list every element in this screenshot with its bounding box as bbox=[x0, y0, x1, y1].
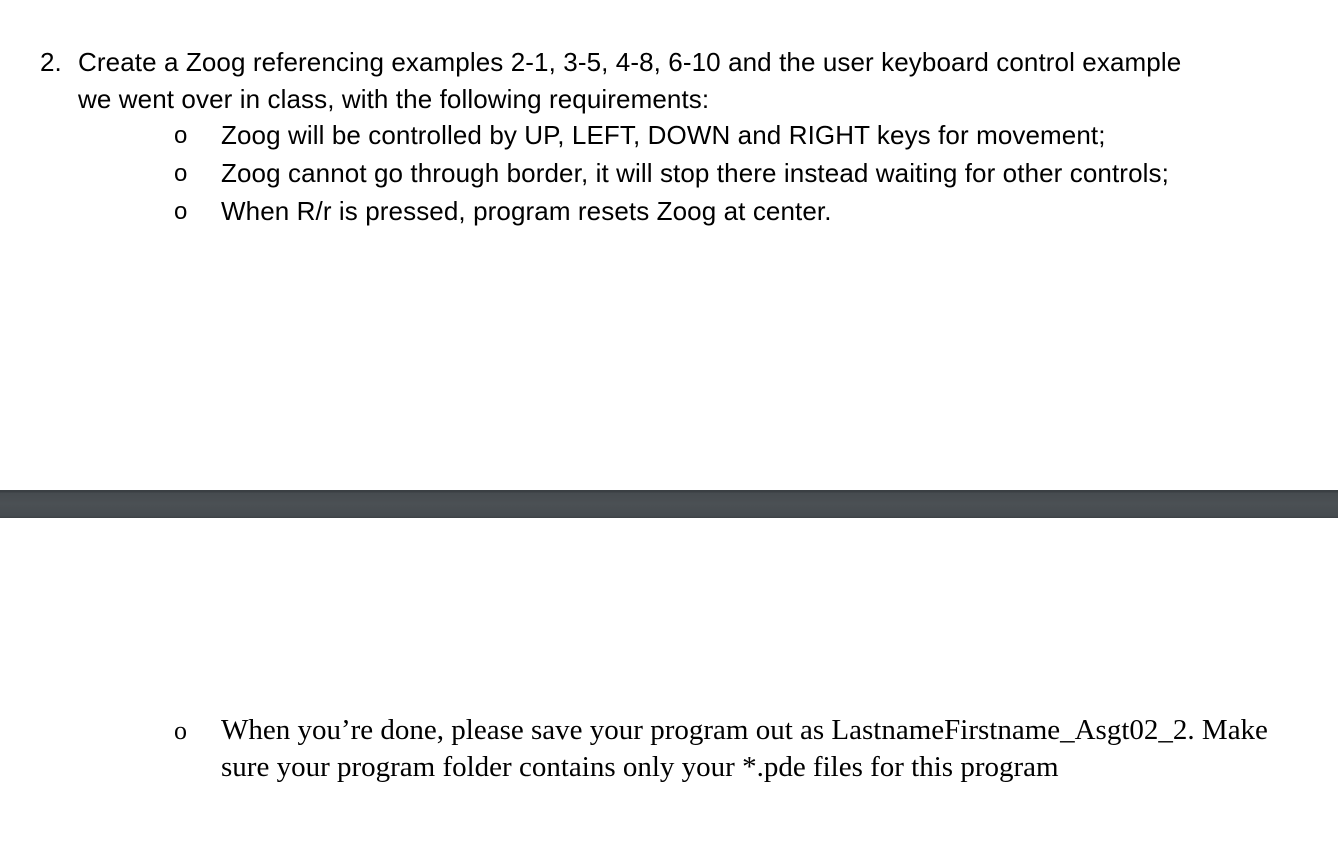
document-page-2 bbox=[0, 518, 1338, 862]
requirement-item bbox=[0, 193, 1338, 230]
submission-note-text: When you’re done, please save your program out as LastnameFirstname_Asgt02_2. Make sure your program folder contains only your *.pde files for this program bbox=[221, 714, 1268, 783]
bullet-marker: o bbox=[174, 198, 188, 225]
page-break-separator bbox=[0, 490, 1338, 518]
question-number: 2. bbox=[40, 47, 62, 77]
question-text: Create a Zoog referencing examples 2-1, 3-5, 4-8, 6-10 and the user keyboard control example we went over in class, with the following requirements: bbox=[78, 47, 1182, 114]
bullet-marker: o bbox=[174, 122, 188, 149]
bullet-marker: o bbox=[174, 716, 187, 745]
requirement-text: Zoog cannot go through border, it will stop there instead waiting for other controls; bbox=[221, 158, 1169, 188]
requirement-item bbox=[0, 155, 1338, 192]
requirement-text: Zoog will be controlled by UP, LEFT, DOWN and RIGHT keys for movement; bbox=[221, 120, 1106, 150]
bullet-marker: o bbox=[174, 160, 188, 187]
requirement-item bbox=[0, 117, 1338, 154]
requirement-text: When R/r is pressed, program resets Zoog at center. bbox=[221, 196, 832, 226]
